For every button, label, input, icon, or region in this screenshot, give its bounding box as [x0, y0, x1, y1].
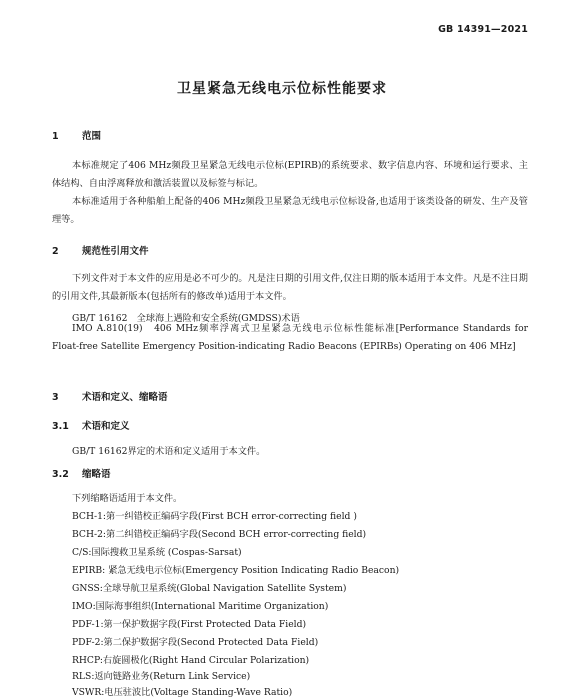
abbreviation-item: C/S:国际搜救卫星系统 (Cospas-Sarsat) — [72, 547, 242, 558]
section-number: 1 — [52, 131, 59, 142]
abbreviation-item: PDF-2:第二保护数据字段(Second Protected Data Field) — [72, 637, 319, 648]
section-title: 范围 — [82, 131, 102, 142]
section-number: 3.2 — [52, 469, 69, 480]
section-title: 规范性引用文件 — [82, 246, 149, 257]
document-title: 卫星紧急无线电示位标性能要求 — [177, 81, 387, 97]
section-3-2-heading — [52, 466, 111, 480]
reference-imo-a810: IMO A.810(19) 406 MHz频率浮离式卫星紧急无线电示位标性能标准[Performance Standards for Float-free Satellite Emergency Position-indicating Radio Beacons (EPIRBs) Operating on 406 MHz] — [52, 323, 528, 352]
abbreviation-item: RLS:返向链路业务(Return Link Service) — [72, 671, 251, 682]
section-1-paragraph-1: 本标准规定了406 MHz频段卫星紧急无线电示位标(EPIRB)的系统要求、数字信息内容、环境和运行要求、主体结构、自由浮离释放和激活装置以及标签与标记。 — [52, 160, 528, 189]
section-title: 术语和定义 — [82, 421, 130, 432]
reference-gbt-16162: GB/T 16162 全球海上遇险和安全系统(GMDSS)术语 — [72, 313, 300, 324]
abbreviation-item: PDF-1:第一保护数据字段(First Protected Data Field) — [72, 619, 307, 630]
section-1-heading — [52, 128, 101, 142]
section-1-paragraph-2: 本标准适用于各种船舶上配备的406 MHz频段卫星紧急无线电示位标设备,也适用于该类设备的研发、生产及管理等。 — [52, 196, 528, 225]
section-title: 缩略语 — [82, 469, 111, 480]
abbreviation-item: IMO:国际海事组织(International Maritime Organization) — [72, 601, 329, 612]
abbreviations-intro: 下列缩略语适用于本文件。 — [72, 493, 183, 504]
abbreviation-item: GNSS:全球导航卫星系统(Global Navigation Satellite System) — [72, 583, 347, 594]
abbreviation-item: VSWR:电压驻波比(Voltage Standing-Wave Ratio) — [72, 687, 293, 698]
abbreviation-item: BCH-2:第二纠错校正编码字段(Second BCH error-correcting field) — [72, 529, 367, 540]
section-number: 3.1 — [52, 421, 69, 432]
abbreviation-item: RHCP:右旋圆极化(Right Hand Circular Polarization) — [72, 655, 310, 666]
standard-code: GB 14391—2021 — [438, 24, 528, 35]
section-3-1-text: GB/T 16162界定的术语和定义适用于本文件。 — [72, 446, 266, 457]
section-number: 3 — [52, 392, 59, 403]
section-number: 2 — [52, 246, 59, 257]
section-2-paragraph: 下列文件对于本文件的应用是必不可少的。凡是注日期的引用文件,仅注日期的版本适用于本文件。凡是不注日期的引用文件,其最新版本(包括所有的修改单)适用于本文件。 — [52, 273, 528, 302]
section-title: 术语和定义、缩略语 — [82, 392, 168, 403]
section-3-1-heading — [52, 418, 130, 432]
section-3-heading — [52, 389, 168, 403]
abbreviation-item: EPIRB: 紧急无线电示位标(Emergency Position Indicating Radio Beacon) — [72, 565, 400, 576]
section-2-heading — [52, 243, 149, 257]
abbreviation-item: BCH-1:第一纠错校正编码字段(First BCH error-correcting field ) — [72, 511, 357, 522]
